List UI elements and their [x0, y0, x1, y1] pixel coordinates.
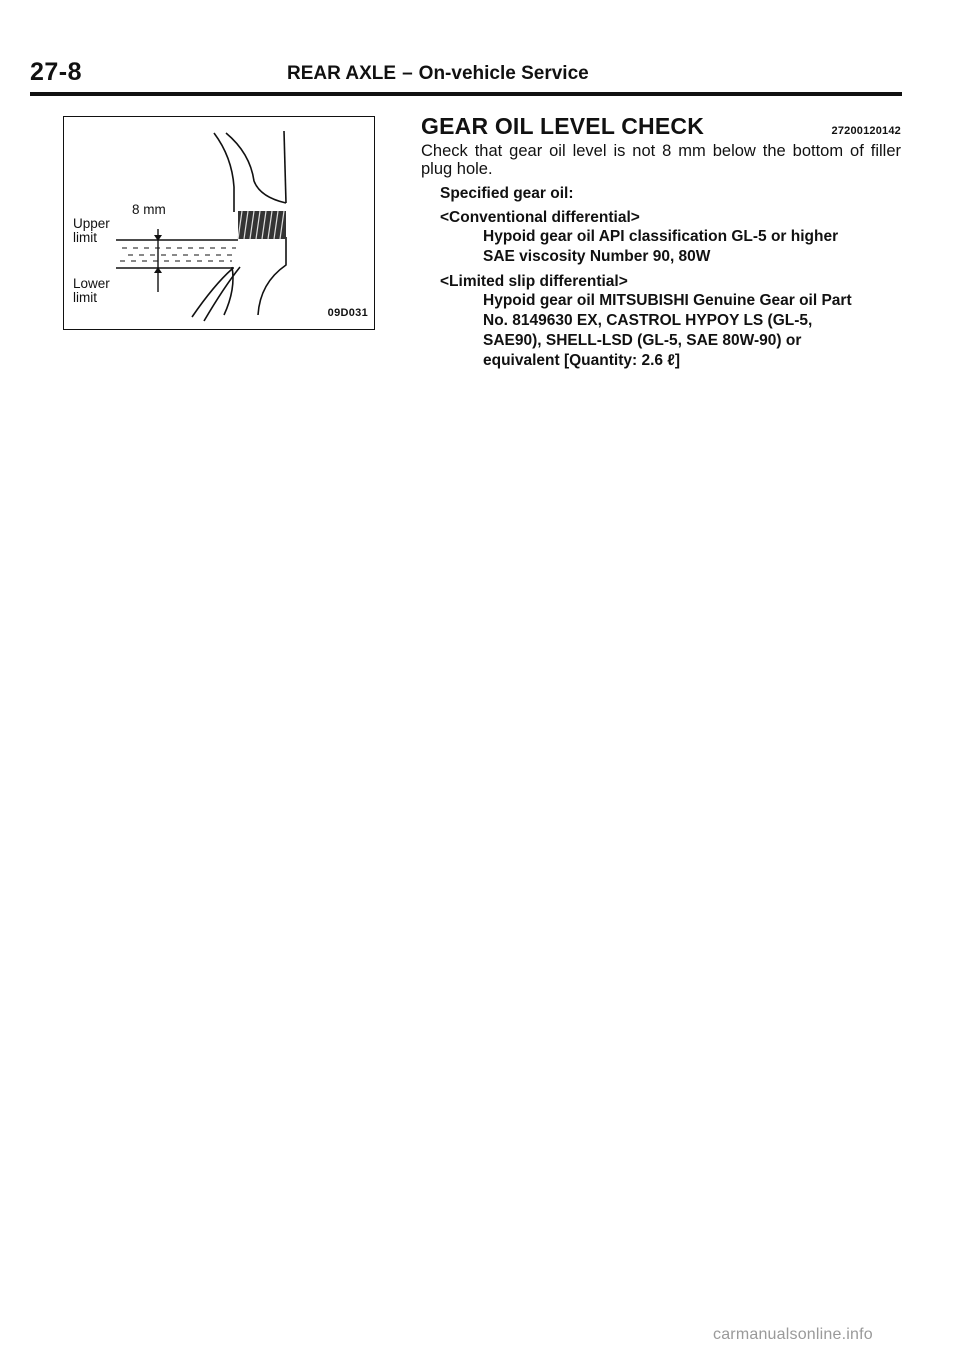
label-8mm: 8 mm [132, 202, 166, 217]
housing-inner-curve [226, 133, 286, 203]
label-upper-line1: Upper [73, 216, 110, 231]
housing-left-curve [214, 133, 234, 212]
label-upper-line2: limit [73, 230, 97, 245]
gear-oil-level-figure [63, 116, 375, 330]
conventional-spec-1: Hypoid gear oil API classification GL-5 or higher [483, 228, 839, 245]
header-section: REAR AXLE [287, 63, 397, 84]
intro-text: Check that gear oil level is not 8 mm below the bottom of filler plug hole. [421, 142, 901, 178]
limited-spec-2: No. 8149630 EX, CASTROL HYPOY LS (GL-5, [483, 312, 813, 329]
limited-spec-4: equivalent [Quantity: 2.6 ℓ] [483, 352, 681, 369]
label-lower-line2: limit [73, 290, 97, 305]
lower-outline-right [258, 237, 286, 315]
header-rule [30, 92, 902, 96]
header-dash: – [402, 63, 413, 84]
oil-level-illustration [64, 117, 375, 330]
conventional-label: <Conventional differential> [440, 209, 640, 226]
header-title [287, 63, 589, 85]
spec-title: Specified gear oil: [440, 185, 574, 202]
limited-label: <Limited slip differential> [440, 273, 628, 290]
housing-right-edge [284, 131, 286, 203]
section-heading-row [421, 113, 901, 140]
content-column [421, 113, 901, 371]
figure-code: 09D031 [327, 307, 368, 319]
page-number: 27-8 [30, 58, 83, 86]
header-subsection: On-vehicle Service [418, 63, 589, 84]
section-code: 27200120142 [831, 125, 901, 137]
label-lower-line1: Lower [73, 276, 110, 291]
limited-spec-1: Hypoid gear oil MITSUBISHI Genuine Gear oil Part [483, 292, 852, 309]
section-heading: GEAR OIL LEVEL CHECK [421, 113, 705, 139]
conventional-spec-2: SAE viscosity Number 90, 80W [483, 248, 711, 265]
spec-block [440, 184, 901, 371]
label-lower-limit [73, 277, 110, 305]
watermark: carmanualsonline.info [713, 1326, 873, 1343]
label-upper-limit [73, 217, 110, 245]
limited-spec-3: SAE90), SHELL-LSD (GL-5, SAE 80W-90) or [483, 332, 802, 349]
